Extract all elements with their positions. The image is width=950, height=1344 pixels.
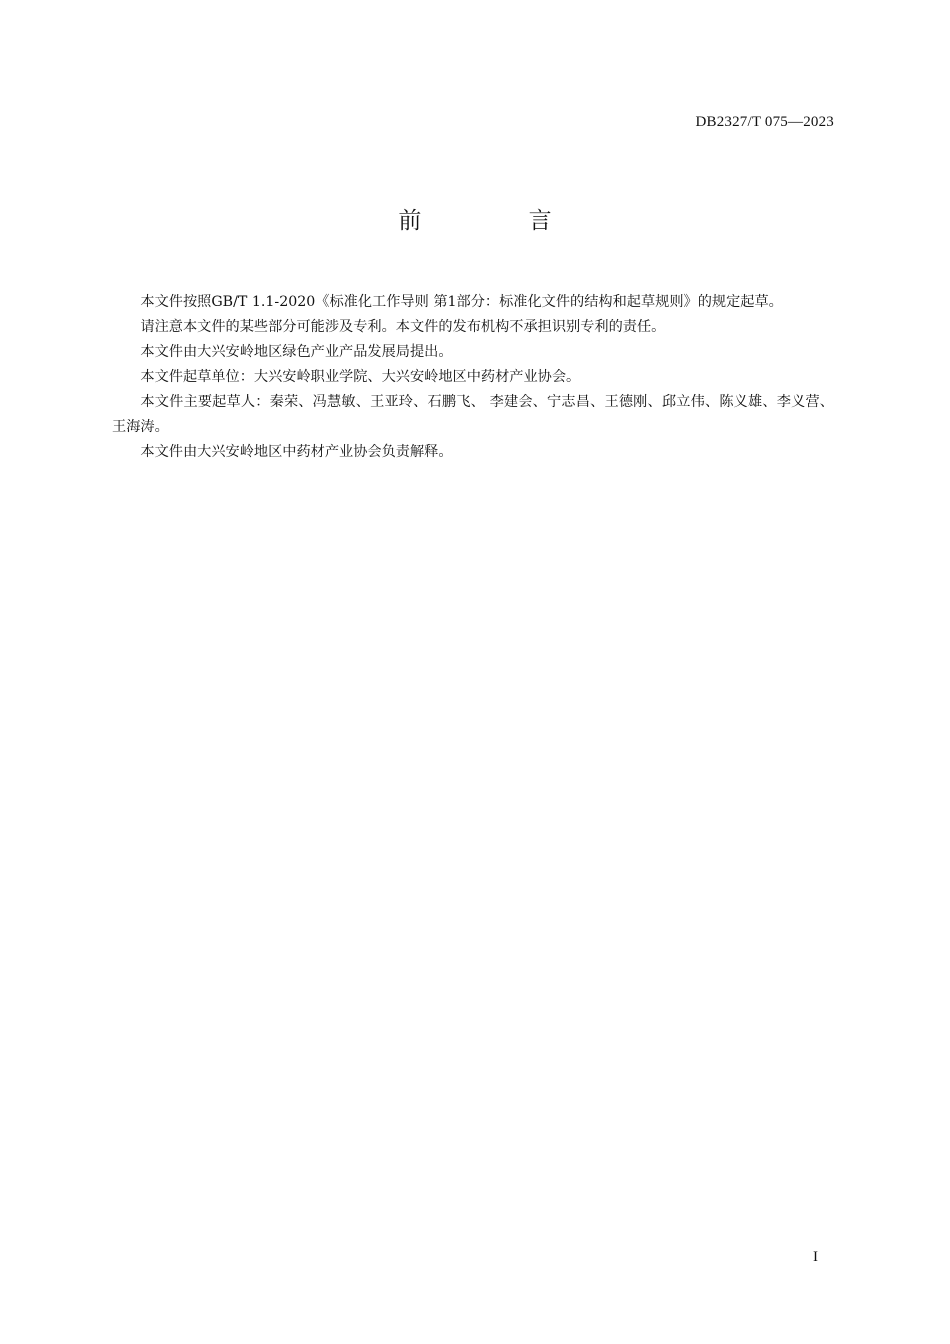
foreword-body <box>112 290 834 465</box>
paragraph-proposer: 本文件由大兴安岭地区绿色产业产品发展局提出。 <box>140 344 453 360</box>
page-title: 前 言 <box>398 208 602 234</box>
paragraph-drafting-basis: 本文件按照GB/T 1.1-2020《标准化工作导则 第1部分：标准化文件的结构和起草规则》的规定起草。 <box>140 294 783 310</box>
paragraph-drafting-units: 本文件起草单位：大兴安岭职业学院、大兴安岭地区中药材产业协会。 <box>140 369 581 385</box>
page-number: I <box>813 1249 818 1265</box>
document-code: DB2327/T 075—2023 <box>695 114 834 130</box>
paragraph-patent-notice: 请注意本文件的某些部分可能涉及专利。本文件的发布机构不承担识别专利的责任。 <box>140 319 666 335</box>
paragraph-drafters: 本文件主要起草人：秦荣、冯慧敏、王亚玲、石鹏飞、 李建会、宁志昌、王德刚、邱立伟、陈义雄、李义营、王海涛。 <box>112 394 834 435</box>
paragraph-interpretation: 本文件由大兴安岭地区中药材产业协会负责解释。 <box>140 444 453 460</box>
